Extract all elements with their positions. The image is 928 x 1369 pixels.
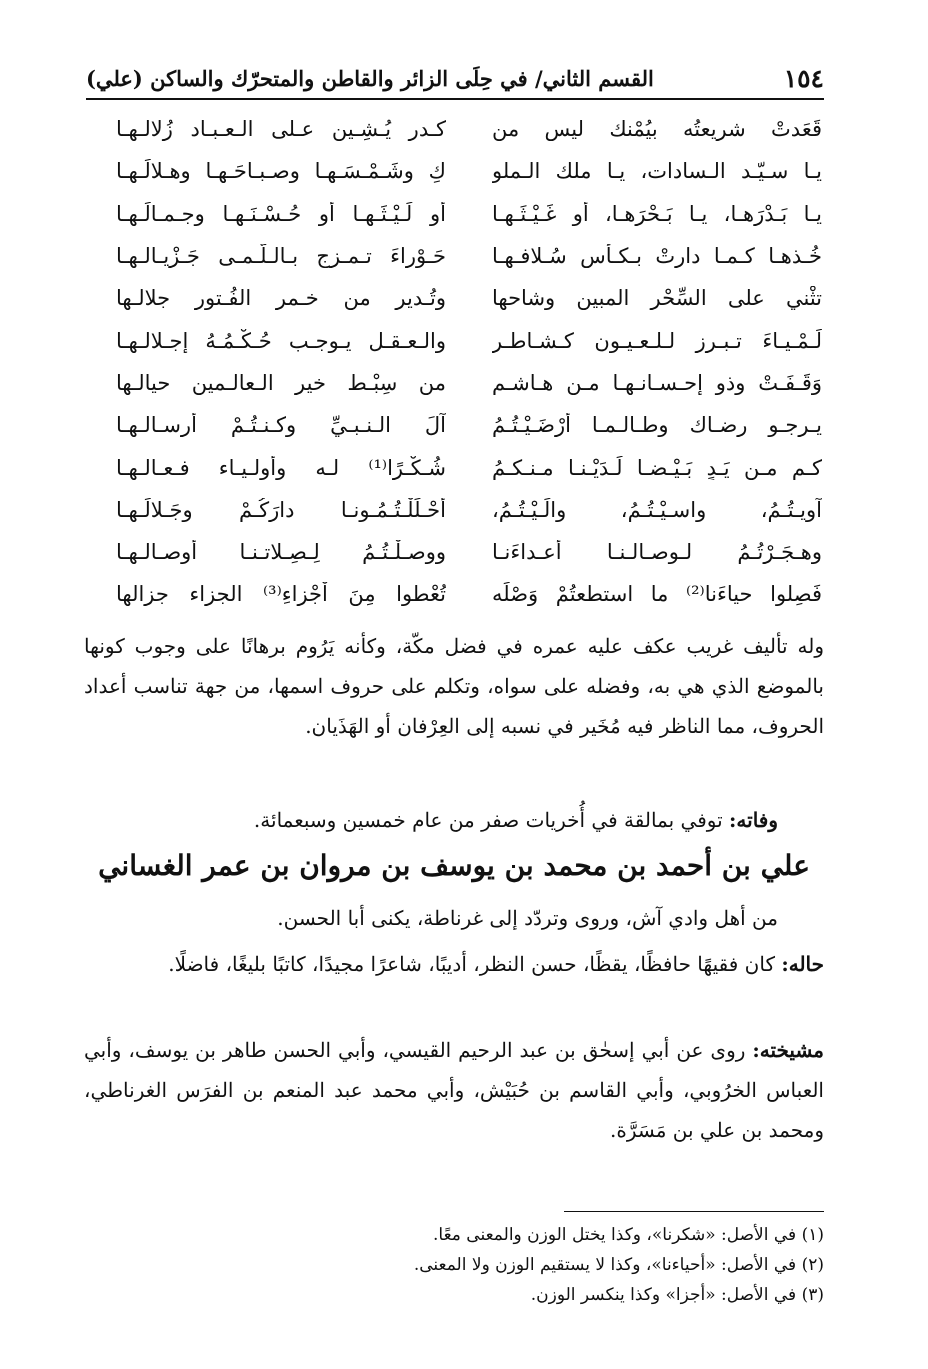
death-label: وفاته:: [729, 808, 778, 832]
verse-second-hemistich: أو لَـيْـثَـهـا أو حُـسْـنَـهـا وجـمـالَـهـا: [116, 201, 446, 226]
verse: [116, 235, 822, 277]
verse-second-hemistich: أحْـلَلْـتُـمُـونـا دارَكُـمْ وجَـلالَـهـا: [116, 497, 446, 522]
verse: [116, 108, 822, 150]
verse-second-hemistich: كـدر يُـشِـين عـلى الـعـبـاد زُلالـهـا: [116, 117, 446, 142]
verse-second-hemistich: ووصـلْـتُـمُ لِـصِـلاتـنـا أوصـالـهـا: [116, 540, 446, 565]
footnote: (٢) في الأصل: «أحياءنا»، وكذا لا يستقيم الوزن ولا المعنى.: [413, 1255, 824, 1275]
verse: [116, 277, 822, 319]
verse-second-hemistich: وتُـدير من خـمر الفُـتور جلالـها: [116, 286, 446, 311]
paragraph-origin: من أهل وادي آش، وروى وتردّد إلى غرناطة، يكنى أبا الحسن.: [277, 906, 778, 930]
verse-first-hemistich: يـا سـيّـد الـسادات، يـا ملك الـملو: [492, 159, 822, 184]
verse-second-hemistich: كِ وشَـمْـسَـهـا وصـبـاحَـهـا وهـلالَـهـا: [116, 159, 446, 184]
verse-first-hemistich: كـم مـن يَـدٍ بَـيْـضـا لَـدَيْـنـا مـنـكـمُ: [492, 455, 822, 480]
verse-first-hemistich: قَعَدتْ شريعتُه بيُمْنك ليس من: [492, 117, 822, 142]
verse-first-hemistich: تثْني على السِّحْر المبين وشاحها: [492, 286, 822, 311]
verse: [116, 489, 822, 531]
verse-second-hemistich: آلَ الـنـبـيِّ وكـنـتُـمْ أرسـالـهـا: [116, 413, 446, 438]
verse: [116, 446, 822, 488]
footnote-divider: [564, 1211, 824, 1212]
verse-first-hemistich: خُـذهـا كـمـا دارتْ بـكـأس سُـلافـهـا: [492, 244, 822, 269]
verse: [116, 362, 822, 404]
death-text: توفي بمالقة في أُخريات صفر من عام خمسين وسبعمائة.: [253, 808, 723, 832]
biography-heading: علي بن أحمد بن محمد بن يوسف بن مروان بن عمر الغساني: [98, 849, 810, 882]
verse-first-hemistich: وهـجَـرْتُـمُ لـوصـالـنـا أعـداءَنـا: [492, 540, 822, 565]
running-head: القسم الثاني/ في حِلَى الزائر والقاطن والمتحرّك والساكن (علي): [86, 65, 654, 91]
paragraph-status: [84, 944, 824, 984]
poem: [116, 108, 822, 616]
verse-second-hemistich: تُعْطوا مِنَ اْجْزاءِ⁽³⁾ الجزاء جزالها: [116, 582, 446, 607]
verse: [116, 150, 822, 192]
verse-first-hemistich: فَصِلوا حياءَنا⁽²⁾ ما استطعتُمْ وَصْلَه: [492, 582, 822, 607]
status-label: حاله:: [781, 952, 824, 976]
footnote: (١) في الأصل: «شكرنا»، وكذا يختل الوزن والمعنى معًا.: [433, 1225, 824, 1245]
verse-first-hemistich: يـرجـو رضـاك وطـالـمـا أرْضَـيْـتُـمُ: [492, 413, 822, 438]
teachers-label: مشيخته:: [752, 1038, 825, 1062]
verse: [116, 193, 822, 235]
footnote: (٣) في الأصل: «أجزا» وكذا ينكسر الوزن.: [530, 1285, 824, 1305]
verse: [116, 319, 822, 361]
page-header: [86, 58, 824, 100]
footnotes: [84, 1220, 824, 1310]
verse-second-hemistich: شُـكْـرًا⁽¹⁾ لـه وأولـيـاء فـعـالـهـا: [116, 455, 446, 480]
teachers-text: روى عن أبي إسحٰق بن عبد الرحيم القيسي، وأبي الحسن طاهر بن يوسف، وأبي العباس الخرُوبي، وأبي القاسم بن حُبَيْش، وأبي محمد عبد المنعم بن الفرَس الغرناطي، ومحمد بن علي بن مَسَرَّة.: [84, 1038, 824, 1142]
verse-second-hemistich: حَـوْراءَ تـمـزج بـالـلَّـمـى جَـزْيـالـهـا: [116, 244, 446, 269]
verse-first-hemistich: لَـمْـيـاءَ تـبـرز لـلـعـيـون كـشـاطـر: [492, 328, 822, 353]
verse-first-hemistich: يـا بَـدْرَهـا، يـا بَـحْرَهـا، أو غَـيْـثَـهـا: [492, 201, 822, 226]
verse: [116, 404, 822, 446]
status-text: كان فقيهًا حافظًا، يقظًا، حسن النظر، أديبًا، شاعرًا مجيدًا، كاتبًا بليغًا، فاضلًا.: [168, 952, 775, 976]
verse: [116, 531, 822, 573]
verse: [116, 573, 822, 615]
verse-first-hemistich: آويـتُـمُ، واسـيْـتُـمُ، والَـيْـتُـمُ،: [492, 497, 822, 522]
verse-second-hemistich: والـعـقـل يـوجـب حُـكْـمُـهُ إجـلالـهـا: [116, 328, 446, 353]
verse-first-hemistich: وَقَـفَـتْ وذو إحـسـانـهـا مـن هـاشـم: [492, 370, 822, 395]
paragraph-book-description: وله تأليف غريب عكف عليه عمره في فضل مكّة، وكأنه يَرُوم برهانًا على وجوب كونها بالموضع الذي هي به، وفضله على سواه، وتكلم على حروف اسمها، من جهة تناسب أعداد الحروف، مما الناظر فيه مُخَير في نسبه إلى العِرْفان أو الهَذَيان.: [84, 634, 824, 738]
paragraph-death: [84, 800, 824, 840]
verse-second-hemistich: من سِبْـط خير الـعالـمين حيالـها: [116, 370, 446, 395]
paragraph-teachers: [84, 1030, 824, 1150]
page-number: ١٥٤: [783, 63, 824, 93]
